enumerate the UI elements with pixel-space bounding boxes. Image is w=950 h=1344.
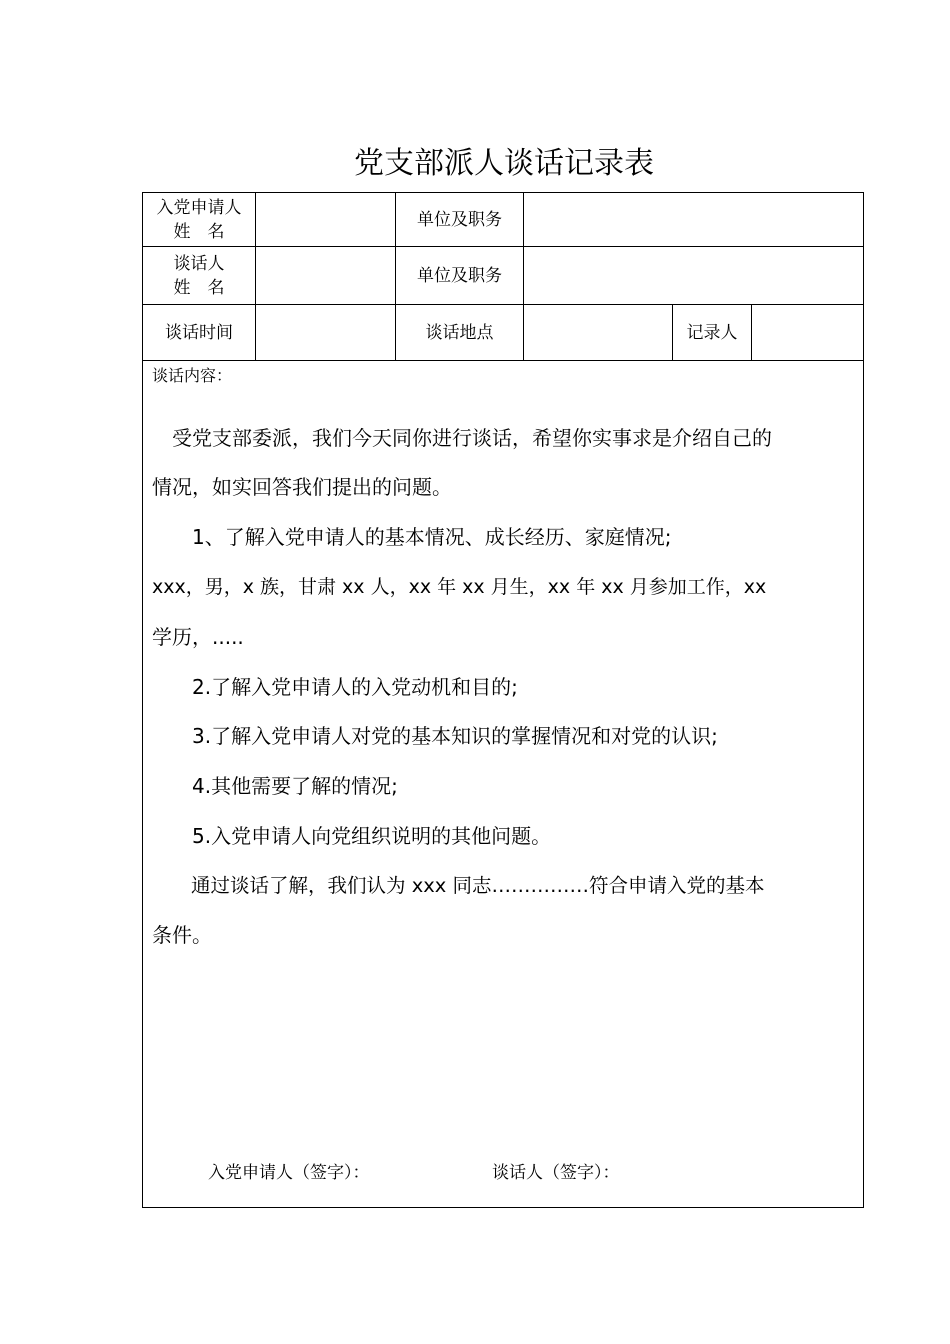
content-line: 2.了解入党申请人的入党动机和目的; [152,675,518,699]
talker-label-line1: 谈话人 [173,253,225,274]
content-label: 谈话内容： [152,366,233,385]
content-line: xxx，男，x 族，甘肃 xx 人，xx 年 xx 月生，xx 年 xx 月参加工作，xx [152,576,767,598]
content-line: 通过谈话了解，我们认为 xxx 同志……………符合申请入党的基本 [152,874,765,897]
talk-place-field[interactable] [524,305,672,360]
content-line: 4.其他需要了解的情况; [152,774,398,798]
talker-signature-label: 谈话人（签字）： [492,1163,620,1183]
content-line: 受党支部委派，我们今天同你进行谈话，希望你实事求是介绍自己的 [152,426,772,450]
recorder-label: 记录人 [686,322,738,343]
row-divider [142,360,864,361]
talk-place-label: 谈话地点 [425,322,494,343]
content-line: 3.了解入党申请人对党的基本知识的掌握情况和对党的认识; [152,724,718,748]
content-line: 学历，..... [152,625,244,649]
talk-time-label: 谈话时间 [165,322,233,343]
content-line: 5.入党申请人向党组织说明的其他问题。 [152,824,552,848]
applicant-name-field[interactable] [256,193,395,246]
recorder-field[interactable] [752,305,863,360]
talker-name-field[interactable] [256,247,395,304]
talker-unit-field[interactable] [524,247,863,304]
content-line: 条件。 [152,923,212,947]
applicant-label-line2: 姓 名 [173,221,225,242]
talker-unit-label: 单位及职务 [417,265,502,286]
applicant-unit-label: 单位及职务 [417,209,502,230]
talk-time-field[interactable] [256,305,395,360]
content-line: 情况，如实回答我们提出的问题。 [152,475,452,499]
talker-name-label [143,247,255,304]
document-title: 党支部派人谈话记录表 [354,146,654,181]
applicant-label-line1: 入党申请人 [156,197,242,218]
applicant-name-label [143,193,255,246]
content-line: 1、了解入党申请人的基本情况、成长经历、家庭情况; [152,525,672,549]
applicant-signature-label: 入党申请人（签字）： [208,1163,370,1183]
talker-label-line2: 姓 名 [173,277,225,298]
applicant-unit-field[interactable] [524,193,863,246]
